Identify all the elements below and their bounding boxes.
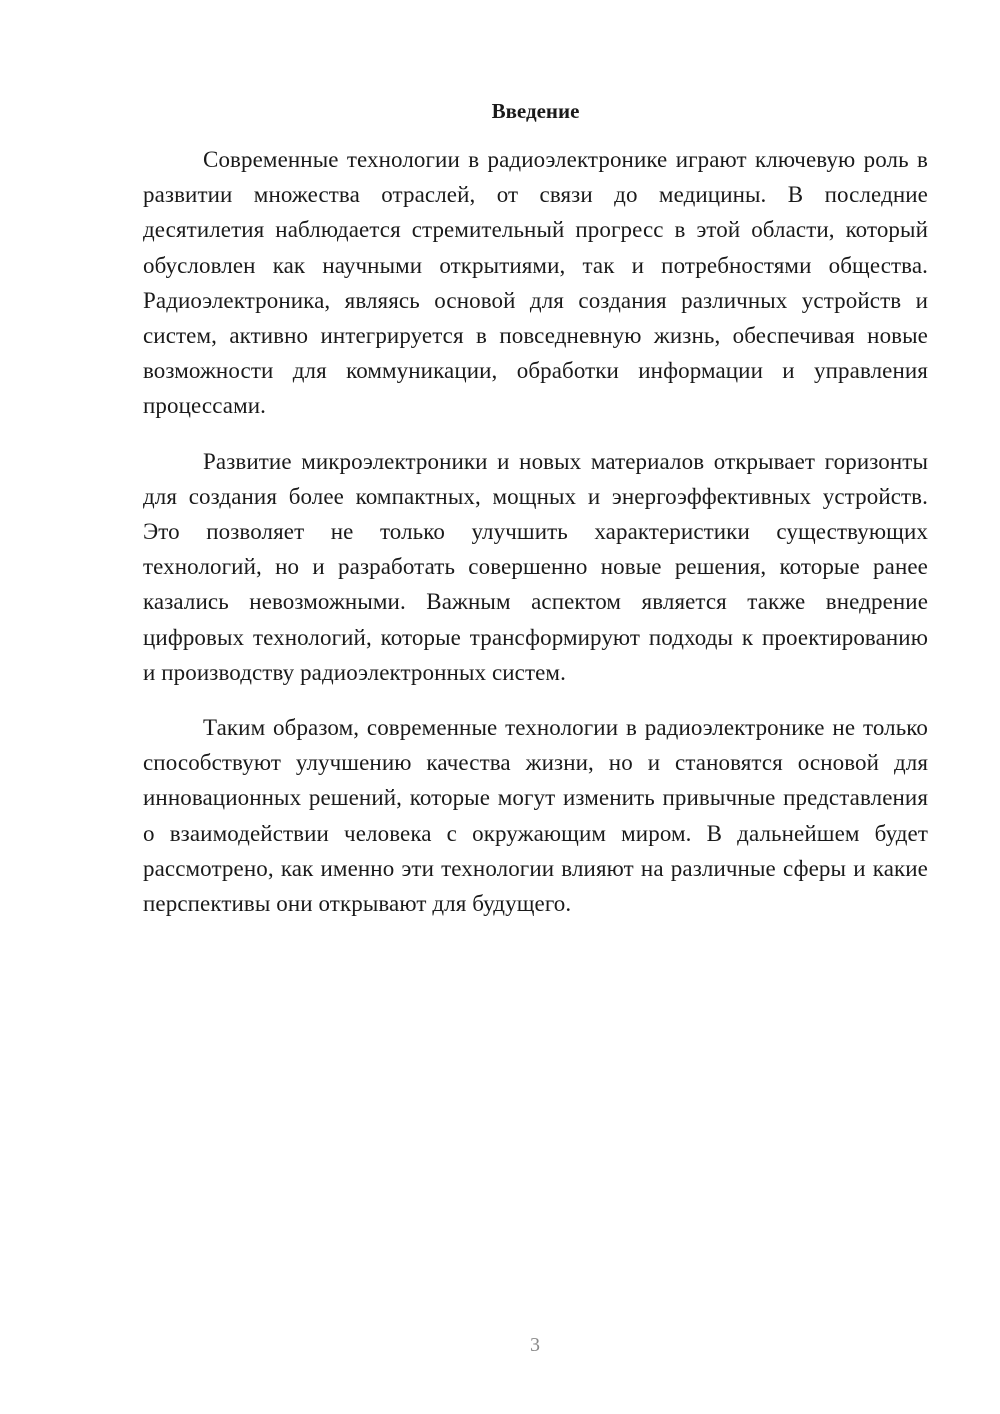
section-heading: Введение: [491, 99, 580, 123]
paragraph-2: Развитие микроэлектроники и новых материалов открывает горизонты для создания более компактных, мощных и энергоэффективных устройств. Это позволяет не только улучшить характеристики существующих технологий, но и разработать совершенно новые решения, которые ранее казались невозможными. Важным аспектом является также внедрение цифровых технологий, которые трансформируют подходы к проектированию и производству радиоэлектронных систем.: [143, 448, 928, 685]
page-content: [143, 96, 928, 941]
paragraph-3: Таким образом, современные технологии в радиоэлектронике не только способствуют улучшению качества жизни, но и становятся основой для инновационных решений, которые могут изменить привычные представления о взаимодействии человека с окружающим миром. В дальнейшем будет рассмотрено, как именно эти технологии влияют на различные сферы и какие перспективы они открывают для будущего.: [143, 715, 928, 917]
paragraph-1: Современные технологии в радиоэлектронике играют ключевую роль в развитии множества отраслей, от связи до медицины. В последние десятилетия наблюдается стремительный прогресс в этой области, который обусловлен как научными открытиями, так и потребностями общества. Радиоэлектроника, являясь основой для создания различных устройств и систем, активно интегрируется в повседневную жизнь, обеспечивая новые возможности для коммуникации, обработки информации и управления процессами.: [143, 147, 928, 419]
page-number: 3: [530, 1334, 540, 1356]
